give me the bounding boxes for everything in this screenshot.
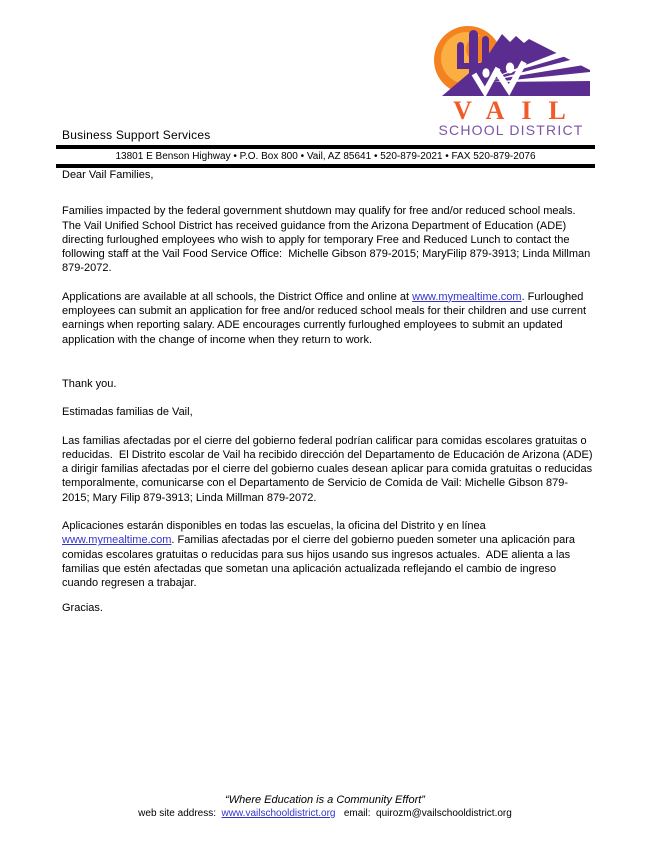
footer-contact-line — [0, 808, 650, 819]
district-address-line: 13801 E Benson Highway • P.O. Box 800 • Vail, AZ 85641 • 520-879-2021 • FAX 520-879-2076 — [115, 151, 536, 162]
paragraph-spanish-2 — [62, 519, 595, 590]
paragraph-spanish-2-rest: . Familias afectadas por el cierre del gobierno pueden someter una aplicación para comidas escolares gratuitas o reducidas para sus hijos usando sus ingresos actuales. ADE alienta a las familias que estén afectadas que sometan una aplicación actualizada reflejando el cambio de ingreso cuando regresen a trabajar. — [62, 534, 579, 590]
web-address-label: web site address: — [138, 808, 222, 819]
paragraph-spanish-2-lead: Aplicaciones estarán disponibles en todas las escuelas, la oficina del Distrito y en línea — [62, 520, 489, 533]
paragraph-english-1: Families impacted by the federal government shutdown may qualify for free and/or reduced school meals. The Vail Unified School District has received guidance from the Arizona Department of Education (ADE) directing furloughed employees who wish to apply for temporary Free and Reduced Lunch to contact the following staff at the Vail Food Service Office: Michelle Gibson 879-2015; MaryFilip 879-3913; Linda Millman 879-2072. — [62, 205, 594, 275]
logo-subtitle-text: SCHOOL DISTRICT — [438, 122, 584, 138]
salutation-spanish: Estimadas familias de Vail, — [62, 406, 193, 419]
footer-email-text: email: quirozm@vailschooldistrict.org — [335, 808, 512, 819]
letter-footer — [0, 794, 650, 819]
header-address-bar — [56, 145, 595, 168]
district-motto: “Where Education is a Community Effort” — [225, 794, 425, 806]
mymealtime-link-english[interactable]: www.mymealtime.com — [412, 290, 522, 303]
closing-spanish: Gracias. — [62, 601, 103, 614]
paragraph-english-2 — [62, 290, 595, 347]
salutation-english: Dear Vail Families, — [62, 169, 154, 181]
district-website-link[interactable]: www.vailschooldistrict.org — [221, 808, 336, 819]
letter-body — [62, 166, 595, 615]
closing-english: Thank you. — [62, 377, 117, 390]
logo-brand-text: VAIL — [453, 96, 583, 125]
mymealtime-link-spanish[interactable]: www.mymealtime.com — [62, 534, 172, 547]
paragraph-spanish-1: Las familias afectadas por el cierre del gobierno federal podrían calificar para comidas escolares gratuitas o reducidas. El Distrito escolar de Vail ha recibido dirección del Departamento de Educación de Arizona (ADE) a dirigir familias afectadas por el cierre del gobierno cuales desean aplicar para comida gratuitas o reducidas temporalmente, comunicarse con el Departamento de Servicio de Comida de Vail: Michelle Gibson 879-2015; Mary Filip 879-3913; Linda Millman 879-2072. — [62, 434, 596, 504]
vail-school-district-logo — [428, 20, 594, 140]
logo-graphic — [428, 20, 594, 140]
paragraph-english-2-lead: Applications are available at all schools, the District Office and online at — [62, 290, 413, 303]
department-title: Business Support Services — [62, 128, 211, 142]
paragraph-english-2-rest: . Furloughed employees can submit an application for free and/or reduced school meals for their children and use current earnings when reporting salary. ADE encourages currently furloughed employees to submit an updated application with the change of income when they return to work. — [62, 290, 590, 346]
